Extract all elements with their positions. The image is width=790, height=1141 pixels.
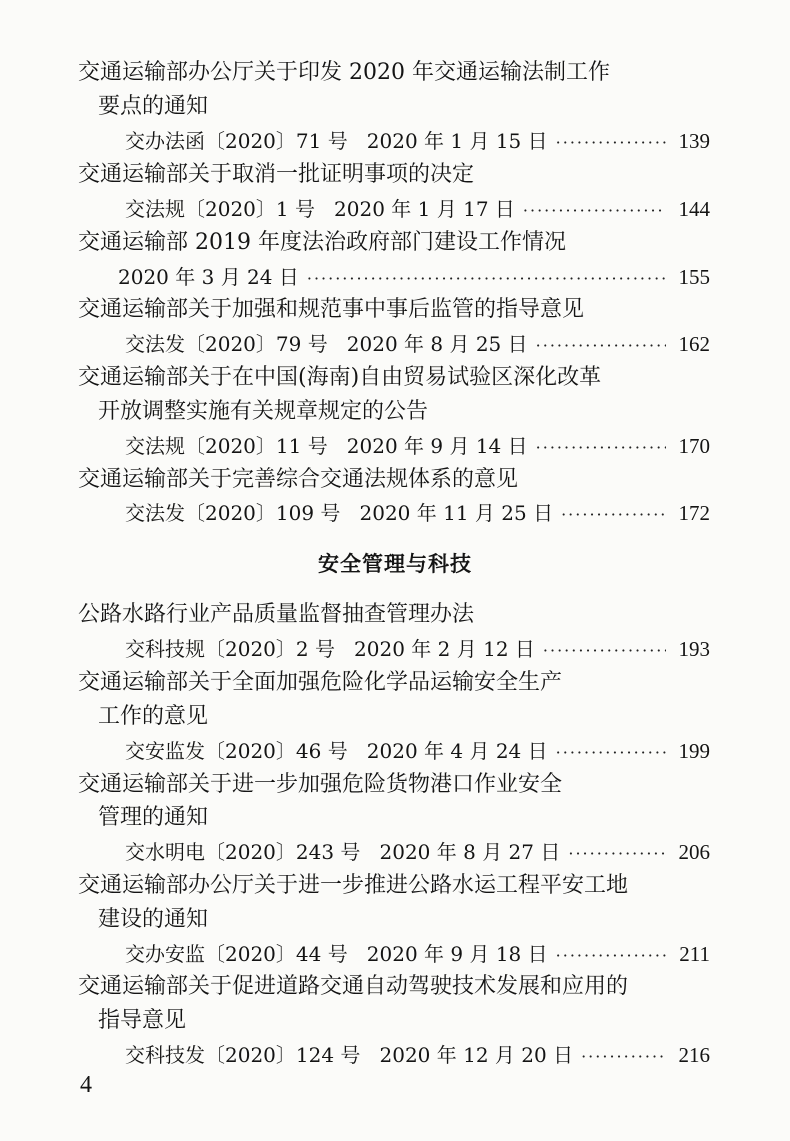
dot-leader <box>556 738 666 768</box>
toc-entry-title: 交通运输部关于完善综合交通法规体系的意见 <box>78 467 519 492</box>
toc-entry-reference-row <box>125 498 710 530</box>
document-number-date: 交法发〔2020〕79 号 2020 年 8 月 25 日 <box>125 332 528 356</box>
toc-entry-title-continued: 工作的意见 <box>98 704 209 729</box>
document-number-date: 交科技规〔2020〕2 号 2020 年 2 月 12 日 <box>125 637 535 661</box>
toc-entry-title-continued: 管理的通知 <box>98 805 209 830</box>
document-number-date: 交办法函〔2020〕71 号 2020 年 1 月 15 日 <box>125 129 548 153</box>
toc-entry-reference-row <box>125 126 710 158</box>
toc-entry-title-continued: 建设的通知 <box>98 907 209 932</box>
page-number: 193 <box>678 637 710 661</box>
toc-entry-title: 交通运输部关于加强和规范事中事后监管的指导意见 <box>78 297 585 322</box>
page-number: 216 <box>678 1043 710 1067</box>
toc-entry-reference-row <box>125 736 710 768</box>
dot-leader <box>556 941 666 971</box>
toc-entry-title: 交通运输部关于进一步加强危险货物港口作业安全 <box>78 772 563 797</box>
document-number-date: 交安监发〔2020〕46 号 2020 年 4 月 24 日 <box>125 739 548 763</box>
toc-entry-title: 公路水路行业产品质量监督抽查管理办法 <box>78 602 475 627</box>
document-number-date: 交法规〔2020〕1 号 2020 年 1 月 17 日 <box>125 197 515 221</box>
toc-entry-reference-row <box>118 262 710 294</box>
toc-entry-title: 交通运输部关于取消一批证明事项的决定 <box>78 162 475 187</box>
toc-entry-reference-row <box>125 431 710 463</box>
toc-entry-title: 交通运输部 2019 年度法治政府部门建设工作情况 <box>78 230 566 255</box>
document-number-date: 交科技发〔2020〕124 号 2020 年 12 月 20 日 <box>125 1043 574 1067</box>
toc-entry-title: 交通运输部关于在中国(海南)自由贸易试验区深化改革 <box>78 365 602 390</box>
toc-entry-title-continued: 要点的通知 <box>98 94 209 119</box>
page-number: 144 <box>678 197 710 221</box>
document-number-date: 交法规〔2020〕11 号 2020 年 9 月 14 日 <box>125 434 528 458</box>
toc-entry-title: 交通运输部办公厅关于进一步推进公路水运工程平安工地 <box>78 873 629 898</box>
toc-entry-reference-row <box>125 1040 710 1072</box>
folio-page-number: 4 <box>80 1072 92 1098</box>
page-number: 155 <box>678 265 710 289</box>
dot-leader <box>568 839 666 869</box>
toc-entry-reference-row <box>125 194 710 226</box>
dot-leader <box>543 636 666 666</box>
toc-entry-title-continued: 指导意见 <box>98 1008 187 1033</box>
toc-entry-title: 交通运输部关于全面加强危险化学品运输安全生产 <box>78 670 563 695</box>
page-number: 170 <box>678 434 710 458</box>
page-number: 211 <box>679 942 710 966</box>
dot-leader <box>536 331 666 361</box>
document-number-date: 交法发〔2020〕109 号 2020 年 11 月 25 日 <box>125 501 554 525</box>
toc-entry-reference-row <box>125 329 710 361</box>
dot-leader <box>536 433 666 463</box>
dot-leader <box>523 196 666 226</box>
page-number: 172 <box>678 501 710 525</box>
dot-leader <box>561 500 666 530</box>
toc-entry-reference-row <box>125 634 710 666</box>
page-number: 206 <box>678 840 710 864</box>
dot-leader <box>307 264 666 294</box>
section-heading: 安全管理与科技 <box>318 552 472 576</box>
toc-entry-title: 交通运输部关于促进道路交通自动驾驶技术发展和应用的 <box>78 974 629 999</box>
document-date: 2020 年 3 月 24 日 <box>118 265 299 289</box>
dot-leader <box>581 1042 666 1072</box>
toc-entry-title: 交通运输部办公厅关于印发 2020 年交通运输法制工作 <box>78 60 610 85</box>
toc-entry-reference-row <box>125 837 710 869</box>
dot-leader <box>556 128 666 158</box>
toc-entry-title-continued: 开放调整实施有关规章规定的公告 <box>98 399 429 424</box>
document-number-date: 交水明电〔2020〕243 号 2020 年 8 月 27 日 <box>125 840 561 864</box>
page-number: 162 <box>678 332 710 356</box>
toc-entry-reference-row <box>125 939 710 971</box>
page-number: 139 <box>678 129 710 153</box>
document-number-date: 交办安监〔2020〕44 号 2020 年 9 月 18 日 <box>125 942 548 966</box>
page-number: 199 <box>678 739 710 763</box>
